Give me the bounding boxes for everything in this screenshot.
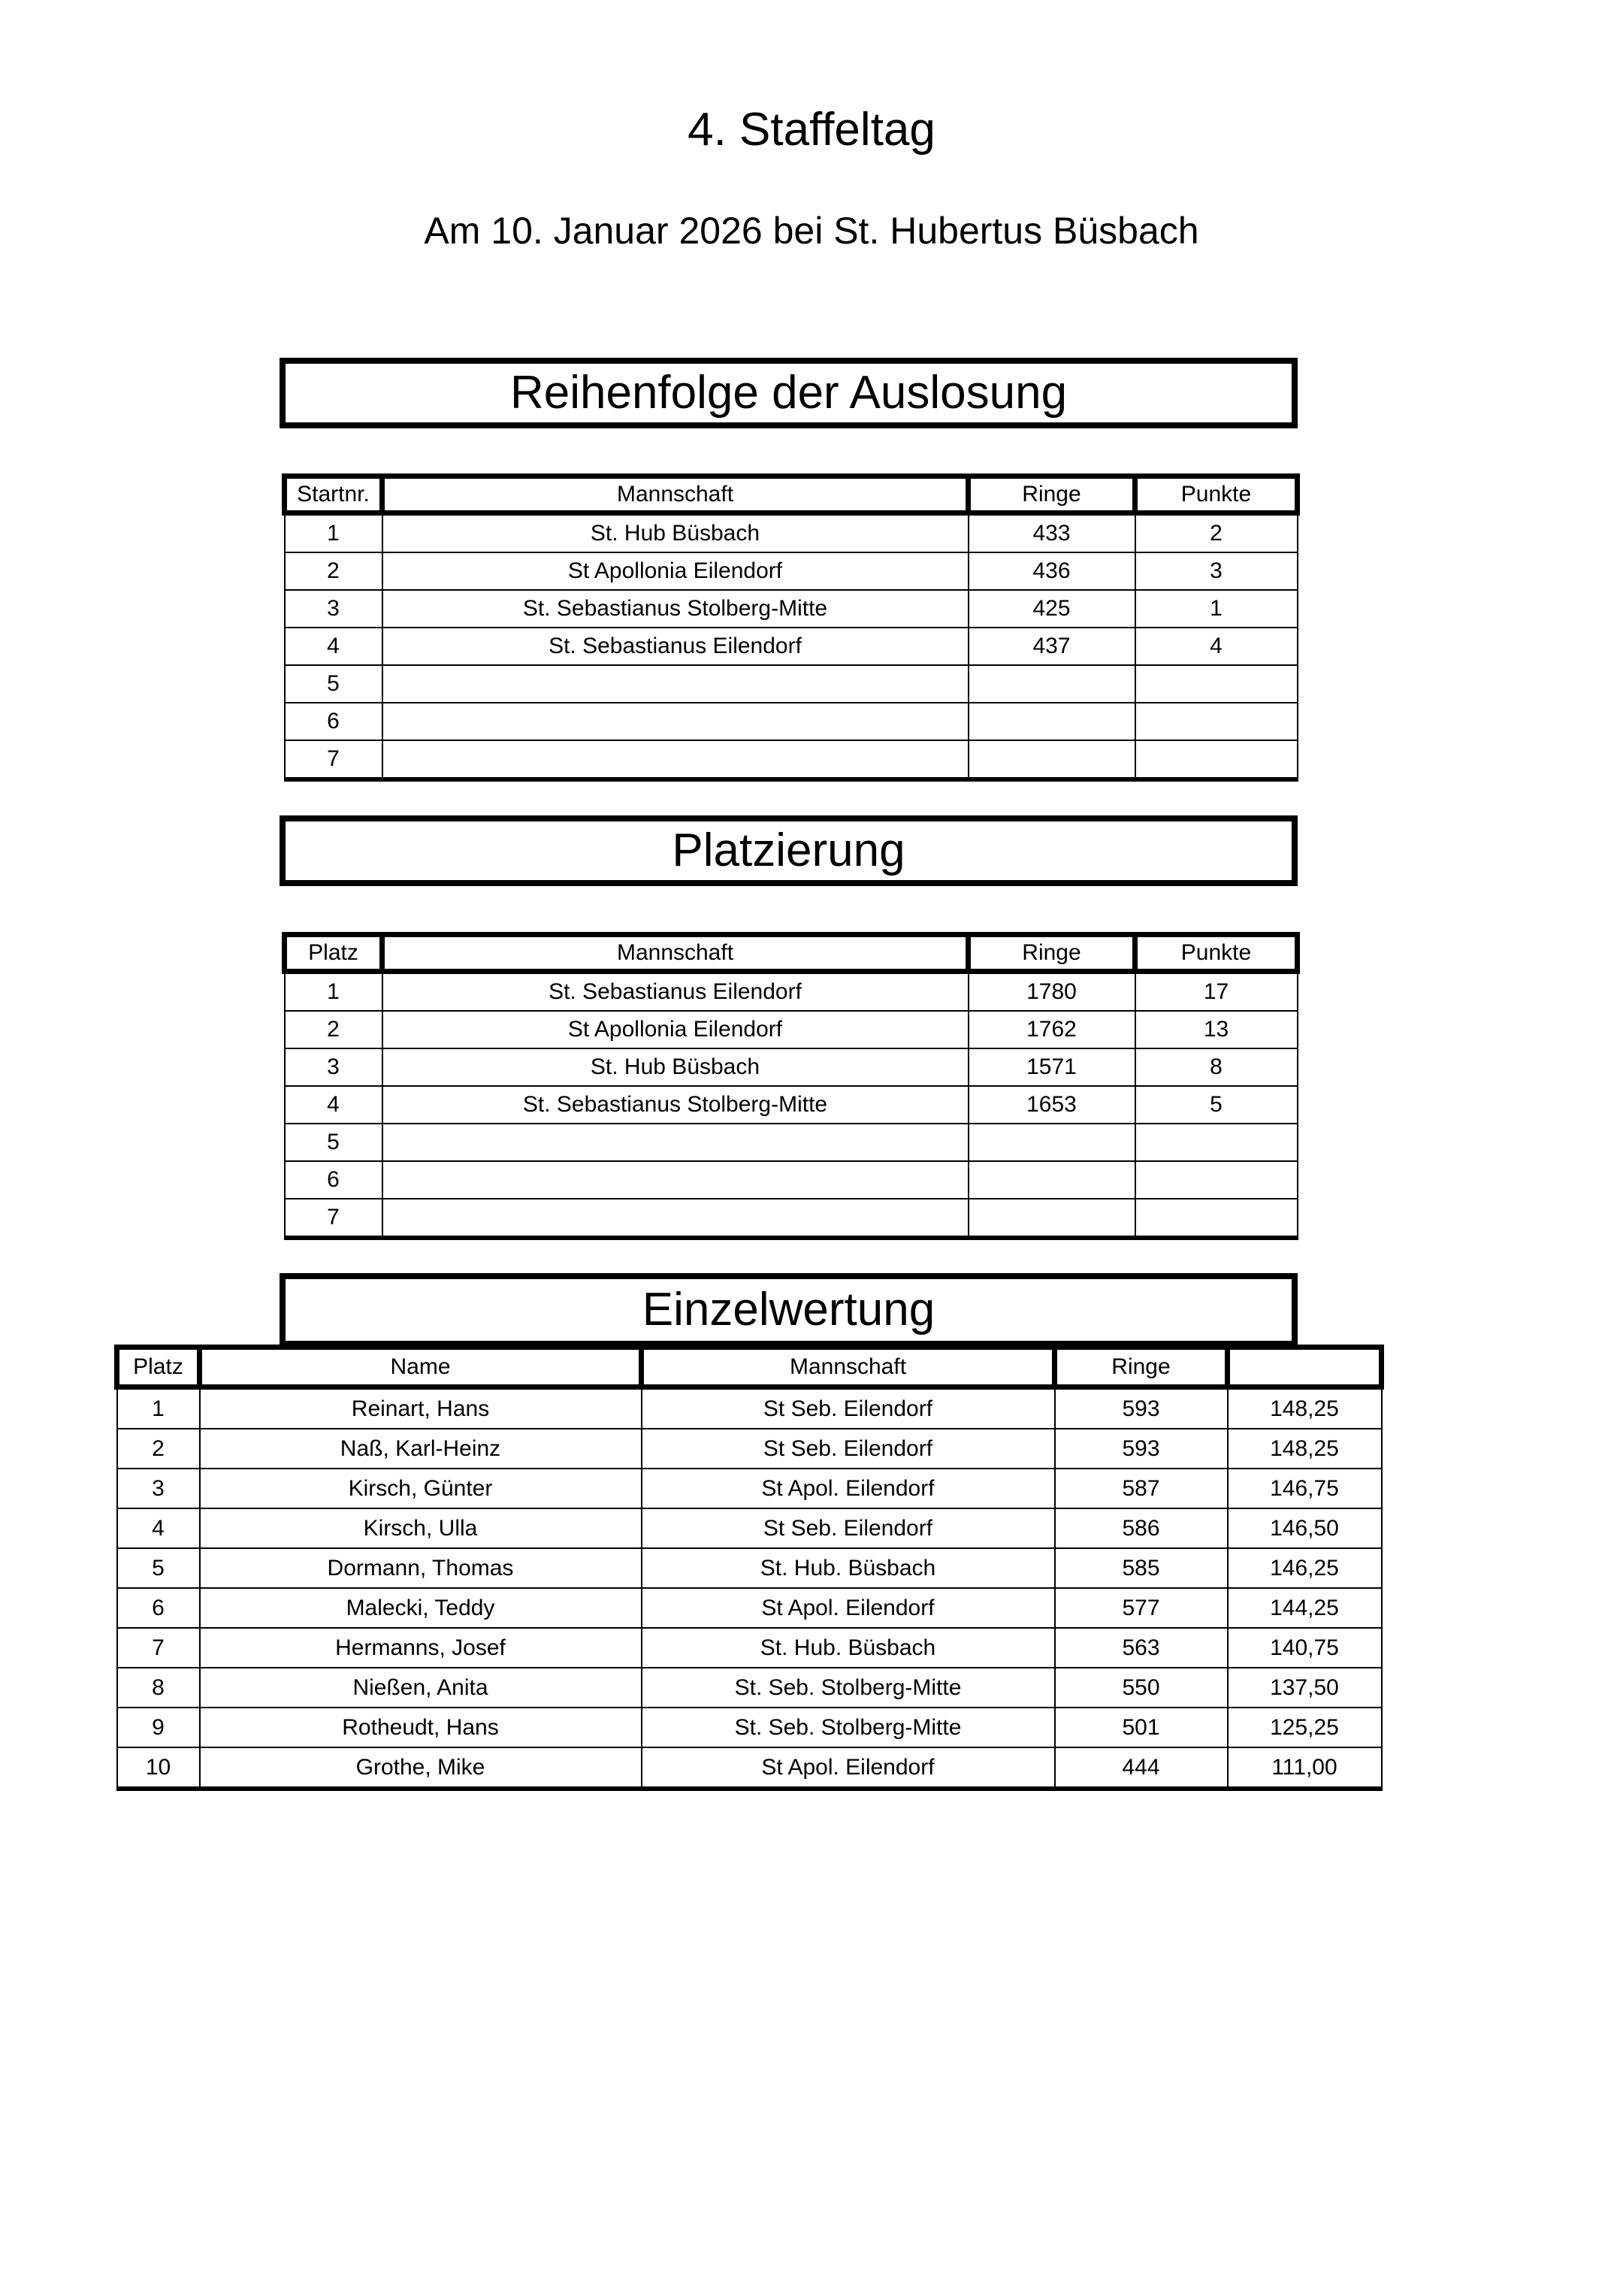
table-header-row <box>117 1348 1382 1387</box>
table-row <box>285 513 1298 553</box>
cell-ringe <box>969 1161 1135 1199</box>
cell-punkte: 4 <box>1135 628 1298 665</box>
cell-platz: 5 <box>117 1548 200 1588</box>
cell-ringe: 550 <box>1055 1668 1228 1708</box>
cell-ringe: 1762 <box>969 1011 1135 1048</box>
table-row <box>285 1011 1298 1048</box>
section-header-auslosung-label: Reihenfolge der Auslosung <box>509 367 1068 419</box>
table-row <box>285 552 1298 590</box>
cell-name: Kirsch, Ulla <box>200 1508 642 1548</box>
cell-platz: 9 <box>117 1708 200 1747</box>
table-row <box>285 665 1298 703</box>
cell-mannschaft: St Seb. Eilendorf <box>642 1429 1055 1469</box>
table-row <box>117 1708 1382 1747</box>
column-header-punkte: Punkte <box>1135 935 1298 972</box>
table-row <box>117 1508 1382 1548</box>
cell-platz: 5 <box>285 1124 382 1161</box>
cell-mannschaft: St Apol. Eilendorf <box>642 1469 1055 1508</box>
column-header-score <box>1228 1348 1382 1387</box>
section-header-auslosung <box>280 358 1298 428</box>
cell-name: Rotheudt, Hans <box>200 1708 642 1747</box>
table-row <box>117 1548 1382 1588</box>
cell-mannschaft: St. Hub Büsbach <box>382 513 969 553</box>
cell-ringe <box>969 740 1135 779</box>
cell-punkte: 8 <box>1135 1048 1298 1086</box>
table-row <box>117 1588 1382 1628</box>
cell-ringe <box>969 665 1135 703</box>
cell-punkte <box>1135 740 1298 779</box>
cell-mannschaft: St Apollonia Eilendorf <box>382 1011 969 1048</box>
cell-mannschaft: St Apollonia Eilendorf <box>382 552 969 590</box>
cell-platz: 4 <box>285 1086 382 1124</box>
cell-punkte: 5 <box>1135 1086 1298 1124</box>
cell-platz: 7 <box>117 1628 200 1668</box>
cell-platz: 6 <box>117 1588 200 1628</box>
cell-punkte: 3 <box>1135 552 1298 590</box>
cell-mannschaft <box>382 665 969 703</box>
cell-score: 146,75 <box>1228 1469 1382 1508</box>
cell-mannschaft: St. Sebastianus Eilendorf <box>382 628 969 665</box>
cell-mannschaft <box>382 1124 969 1161</box>
table-row <box>285 740 1298 779</box>
column-header-ringe: Ringe <box>969 935 1135 972</box>
cell-platz: 7 <box>285 1199 382 1238</box>
cell-ringe: 587 <box>1055 1469 1228 1508</box>
cell-mannschaft: St. Seb. Stolberg-Mitte <box>642 1708 1055 1747</box>
cell-platz: 3 <box>117 1469 200 1508</box>
table-row <box>117 1668 1382 1708</box>
cell-ringe <box>969 1199 1135 1238</box>
cell-ringe: 501 <box>1055 1708 1228 1747</box>
cell-platz: 2 <box>285 1011 382 1048</box>
cell-punkte <box>1135 703 1298 740</box>
cell-ringe <box>969 1124 1135 1161</box>
table-row <box>285 1124 1298 1161</box>
cell-mannschaft: St. Hub Büsbach <box>382 1048 969 1086</box>
cell-score: 137,50 <box>1228 1668 1382 1708</box>
cell-mannschaft: St. Sebastianus Eilendorf <box>382 972 969 1012</box>
cell-mannschaft: St. Hub. Büsbach <box>642 1548 1055 1588</box>
table-row <box>117 1429 1382 1469</box>
cell-score: 148,25 <box>1228 1429 1382 1469</box>
table-row <box>285 972 1298 1012</box>
column-header-ringe: Ringe <box>1055 1348 1228 1387</box>
cell-score: 140,75 <box>1228 1628 1382 1668</box>
cell-ringe: 425 <box>969 590 1135 628</box>
table-row <box>285 703 1298 740</box>
cell-punkte <box>1135 1124 1298 1161</box>
cell-ringe: 1780 <box>969 972 1135 1012</box>
cell-ringe: 586 <box>1055 1508 1228 1548</box>
cell-name: Malecki, Teddy <box>200 1588 642 1628</box>
cell-score: 148,25 <box>1228 1387 1382 1429</box>
cell-platz: 6 <box>285 1161 382 1199</box>
cell-ringe: 585 <box>1055 1548 1228 1588</box>
table-row <box>285 590 1298 628</box>
cell-startnr: 4 <box>285 628 382 665</box>
column-header-mannschaft: Mannschaft <box>382 935 969 972</box>
table-platzierung <box>282 932 1300 1240</box>
cell-score: 146,50 <box>1228 1508 1382 1548</box>
page-title: 4. Staffeltag <box>688 104 935 156</box>
column-header-mannschaft: Mannschaft <box>642 1348 1055 1387</box>
table-row <box>117 1387 1382 1429</box>
table-row <box>117 1469 1382 1508</box>
cell-startnr: 1 <box>285 513 382 553</box>
cell-name: Kirsch, Günter <box>200 1469 642 1508</box>
column-header-startnr: Startnr. <box>285 476 382 513</box>
cell-ringe: 563 <box>1055 1628 1228 1668</box>
cell-startnr: 5 <box>285 665 382 703</box>
cell-punkte: 2 <box>1135 513 1298 553</box>
cell-score: 146,25 <box>1228 1548 1382 1588</box>
cell-ringe: 593 <box>1055 1387 1228 1429</box>
cell-mannschaft: St. Hub. Büsbach <box>642 1628 1055 1668</box>
column-header-name: Name <box>200 1348 642 1387</box>
cell-platz: 4 <box>117 1508 200 1548</box>
cell-platz: 1 <box>117 1387 200 1429</box>
cell-name: Hermanns, Josef <box>200 1628 642 1668</box>
table-row <box>285 628 1298 665</box>
cell-mannschaft: St. Sebastianus Stolberg-Mitte <box>382 590 969 628</box>
table-row <box>117 1628 1382 1668</box>
table-einzelwertung <box>114 1345 1384 1791</box>
cell-mannschaft: St Seb. Eilendorf <box>642 1508 1055 1548</box>
table-body-auslosung <box>285 513 1298 780</box>
table-row <box>117 1747 1382 1789</box>
cell-punkte: 13 <box>1135 1011 1298 1048</box>
cell-punkte <box>1135 1199 1298 1238</box>
table-row <box>285 1086 1298 1124</box>
cell-startnr: 2 <box>285 552 382 590</box>
cell-ringe: 1653 <box>969 1086 1135 1124</box>
cell-platz: 3 <box>285 1048 382 1086</box>
cell-punkte <box>1135 665 1298 703</box>
cell-startnr: 7 <box>285 740 382 779</box>
page-subtitle: Am 10. Januar 2026 bei St. Hubertus Büsbach <box>424 210 1199 252</box>
cell-platz: 2 <box>117 1429 200 1469</box>
cell-ringe: 444 <box>1055 1747 1228 1789</box>
cell-mannschaft <box>382 703 969 740</box>
cell-mannschaft <box>382 740 969 779</box>
column-header-ringe: Ringe <box>969 476 1135 513</box>
cell-punkte <box>1135 1161 1298 1199</box>
table-row <box>285 1161 1298 1199</box>
column-header-platz: Platz <box>117 1348 200 1387</box>
table-header-row <box>285 476 1298 513</box>
cell-score: 111,00 <box>1228 1747 1382 1789</box>
cell-mannschaft <box>382 1199 969 1238</box>
cell-punkte: 1 <box>1135 590 1298 628</box>
table-row <box>285 1199 1298 1238</box>
cell-ringe: 1571 <box>969 1048 1135 1086</box>
table-body-einzelwertung <box>117 1387 1382 1789</box>
cell-score: 125,25 <box>1228 1708 1382 1747</box>
cell-mannschaft: St. Sebastianus Stolberg-Mitte <box>382 1086 969 1124</box>
cell-startnr: 6 <box>285 703 382 740</box>
section-header-einzelwertung-label: Einzelwertung <box>642 1284 935 1336</box>
column-header-mannschaft: Mannschaft <box>382 476 969 513</box>
cell-name: Grothe, Mike <box>200 1747 642 1789</box>
cell-ringe: 437 <box>969 628 1135 665</box>
table-row <box>285 1048 1298 1086</box>
cell-name: Naß, Karl-Heinz <box>200 1429 642 1469</box>
table-header-row <box>285 935 1298 972</box>
cell-punkte: 17 <box>1135 972 1298 1012</box>
cell-mannschaft: St Seb. Eilendorf <box>642 1387 1055 1429</box>
column-header-punkte: Punkte <box>1135 476 1298 513</box>
section-header-einzelwertung <box>280 1273 1298 1347</box>
table-auslosung <box>282 473 1300 782</box>
cell-startnr: 3 <box>285 590 382 628</box>
cell-mannschaft: St. Seb. Stolberg-Mitte <box>642 1668 1055 1708</box>
cell-ringe <box>969 703 1135 740</box>
cell-name: Nießen, Anita <box>200 1668 642 1708</box>
cell-mannschaft: St Apol. Eilendorf <box>642 1588 1055 1628</box>
column-header-platz: Platz <box>285 935 382 972</box>
cell-name: Reinart, Hans <box>200 1387 642 1429</box>
section-header-platzierung <box>280 815 1298 886</box>
table-body-platzierung <box>285 972 1298 1239</box>
cell-mannschaft <box>382 1161 969 1199</box>
cell-mannschaft: St Apol. Eilendorf <box>642 1747 1055 1789</box>
cell-ringe: 433 <box>969 513 1135 553</box>
cell-ringe: 436 <box>969 552 1135 590</box>
cell-platz: 1 <box>285 972 382 1012</box>
cell-ringe: 577 <box>1055 1588 1228 1628</box>
cell-platz: 8 <box>117 1668 200 1708</box>
cell-score: 144,25 <box>1228 1588 1382 1628</box>
cell-ringe: 593 <box>1055 1429 1228 1469</box>
cell-name: Dormann, Thomas <box>200 1548 642 1588</box>
cell-platz: 10 <box>117 1747 200 1789</box>
section-header-platzierung-label: Platzierung <box>672 824 905 876</box>
